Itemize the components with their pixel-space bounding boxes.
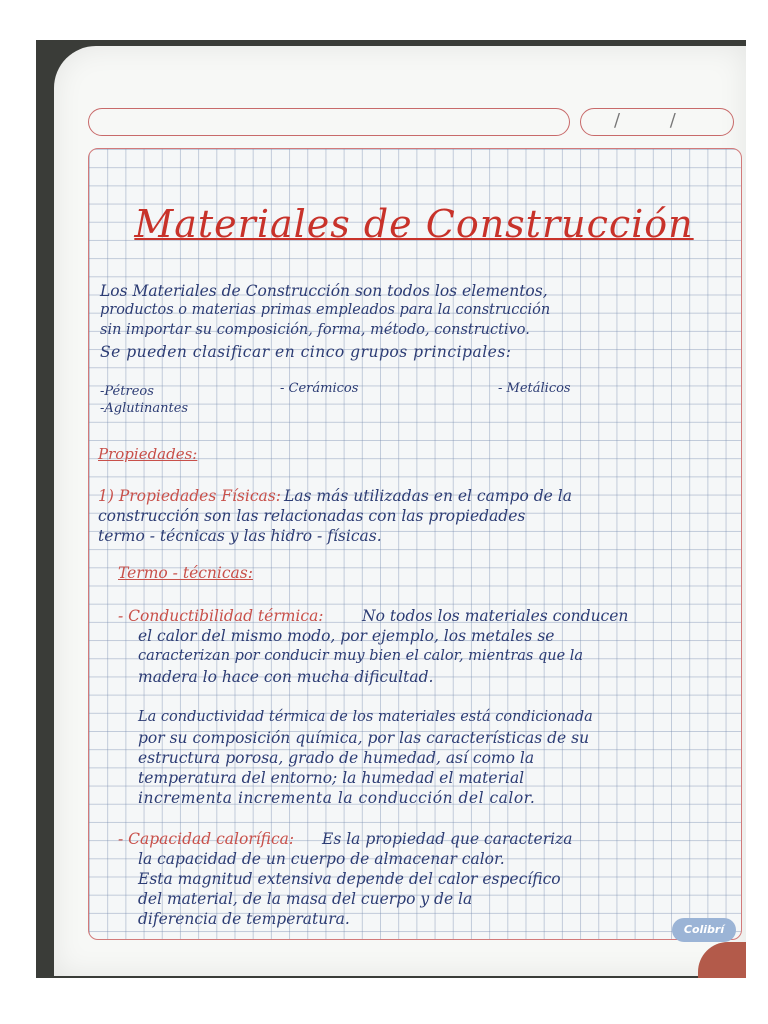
physical-line: construcción son las relacionadas con las propiedades <box>98 507 526 525</box>
group-item: - Metálicos <box>498 381 571 396</box>
group-item: -Aglutinantes <box>100 401 189 416</box>
conductivity-para2: por su composición química, por las características de su <box>138 729 590 747</box>
physical-label: 1) Propiedades Físicas: <box>98 487 281 505</box>
heat-capacity-line: del material, de la masa del cuerpo y de la <box>138 890 473 908</box>
intro-line: Los Materiales de Construcción son todos los elementos, <box>100 282 548 300</box>
conductivity-line: el calor del mismo modo, por ejemplo, los metales se <box>138 627 555 645</box>
conductivity-para2: incrementa incrementa la conducción del calor. <box>138 789 536 807</box>
conductivity-para2: La conductividad térmica de los materiales está condicionada <box>138 709 593 725</box>
notebook-page <box>54 46 746 976</box>
conductivity-line: madera lo hace con mucha dificultad. <box>138 668 434 686</box>
heat-capacity-label: - Capacidad calorífica: <box>118 830 295 848</box>
date-slashes: / / <box>614 110 698 131</box>
page-corner <box>698 942 746 978</box>
brand-logo: Colibrí <box>672 918 736 942</box>
conductivity-label: - Conductibilidad térmica: <box>118 607 324 625</box>
intro-line: productos o materias primas empleados para la construcción <box>100 302 551 318</box>
group-item: - Cerámicos <box>280 381 359 396</box>
header-field <box>88 108 570 136</box>
conductivity-para2: temperatura del entorno; la humedad el material <box>138 769 525 787</box>
conductivity-line: caracterizan por conducir muy bien el calor, mientras que la <box>138 648 584 664</box>
group-item: -Pétreos <box>100 384 154 399</box>
notebook-photo <box>36 40 746 978</box>
heat-capacity-line: la capacidad de un cuerpo de almacenar calor. <box>138 850 505 868</box>
heat-capacity-line: Es la propiedad que caracteriza <box>322 830 573 848</box>
intro-line: sin importar su composición, forma, método, constructivo. <box>100 322 530 338</box>
thermo-heading: Termo - técnicas: <box>118 564 253 582</box>
conductivity-para2: estructura porosa, grado de humedad, así como la <box>138 749 535 767</box>
page-title: Materiales de Construcción <box>134 202 694 246</box>
intro-line: Se pueden clasificar en cinco grupos principales: <box>100 343 512 361</box>
conductivity-line: No todos los materiales conducen <box>362 607 629 625</box>
properties-heading: Propiedades: <box>98 445 198 463</box>
heat-capacity-line: diferencia de temperatura. <box>138 910 350 928</box>
physical-line: Las más utilizadas en el campo de la <box>284 487 572 505</box>
physical-line: termo - técnicas y las hidro - físicas. <box>98 527 382 545</box>
heat-capacity-line: Esta magnitud extensiva depende del calor específico <box>138 870 561 888</box>
